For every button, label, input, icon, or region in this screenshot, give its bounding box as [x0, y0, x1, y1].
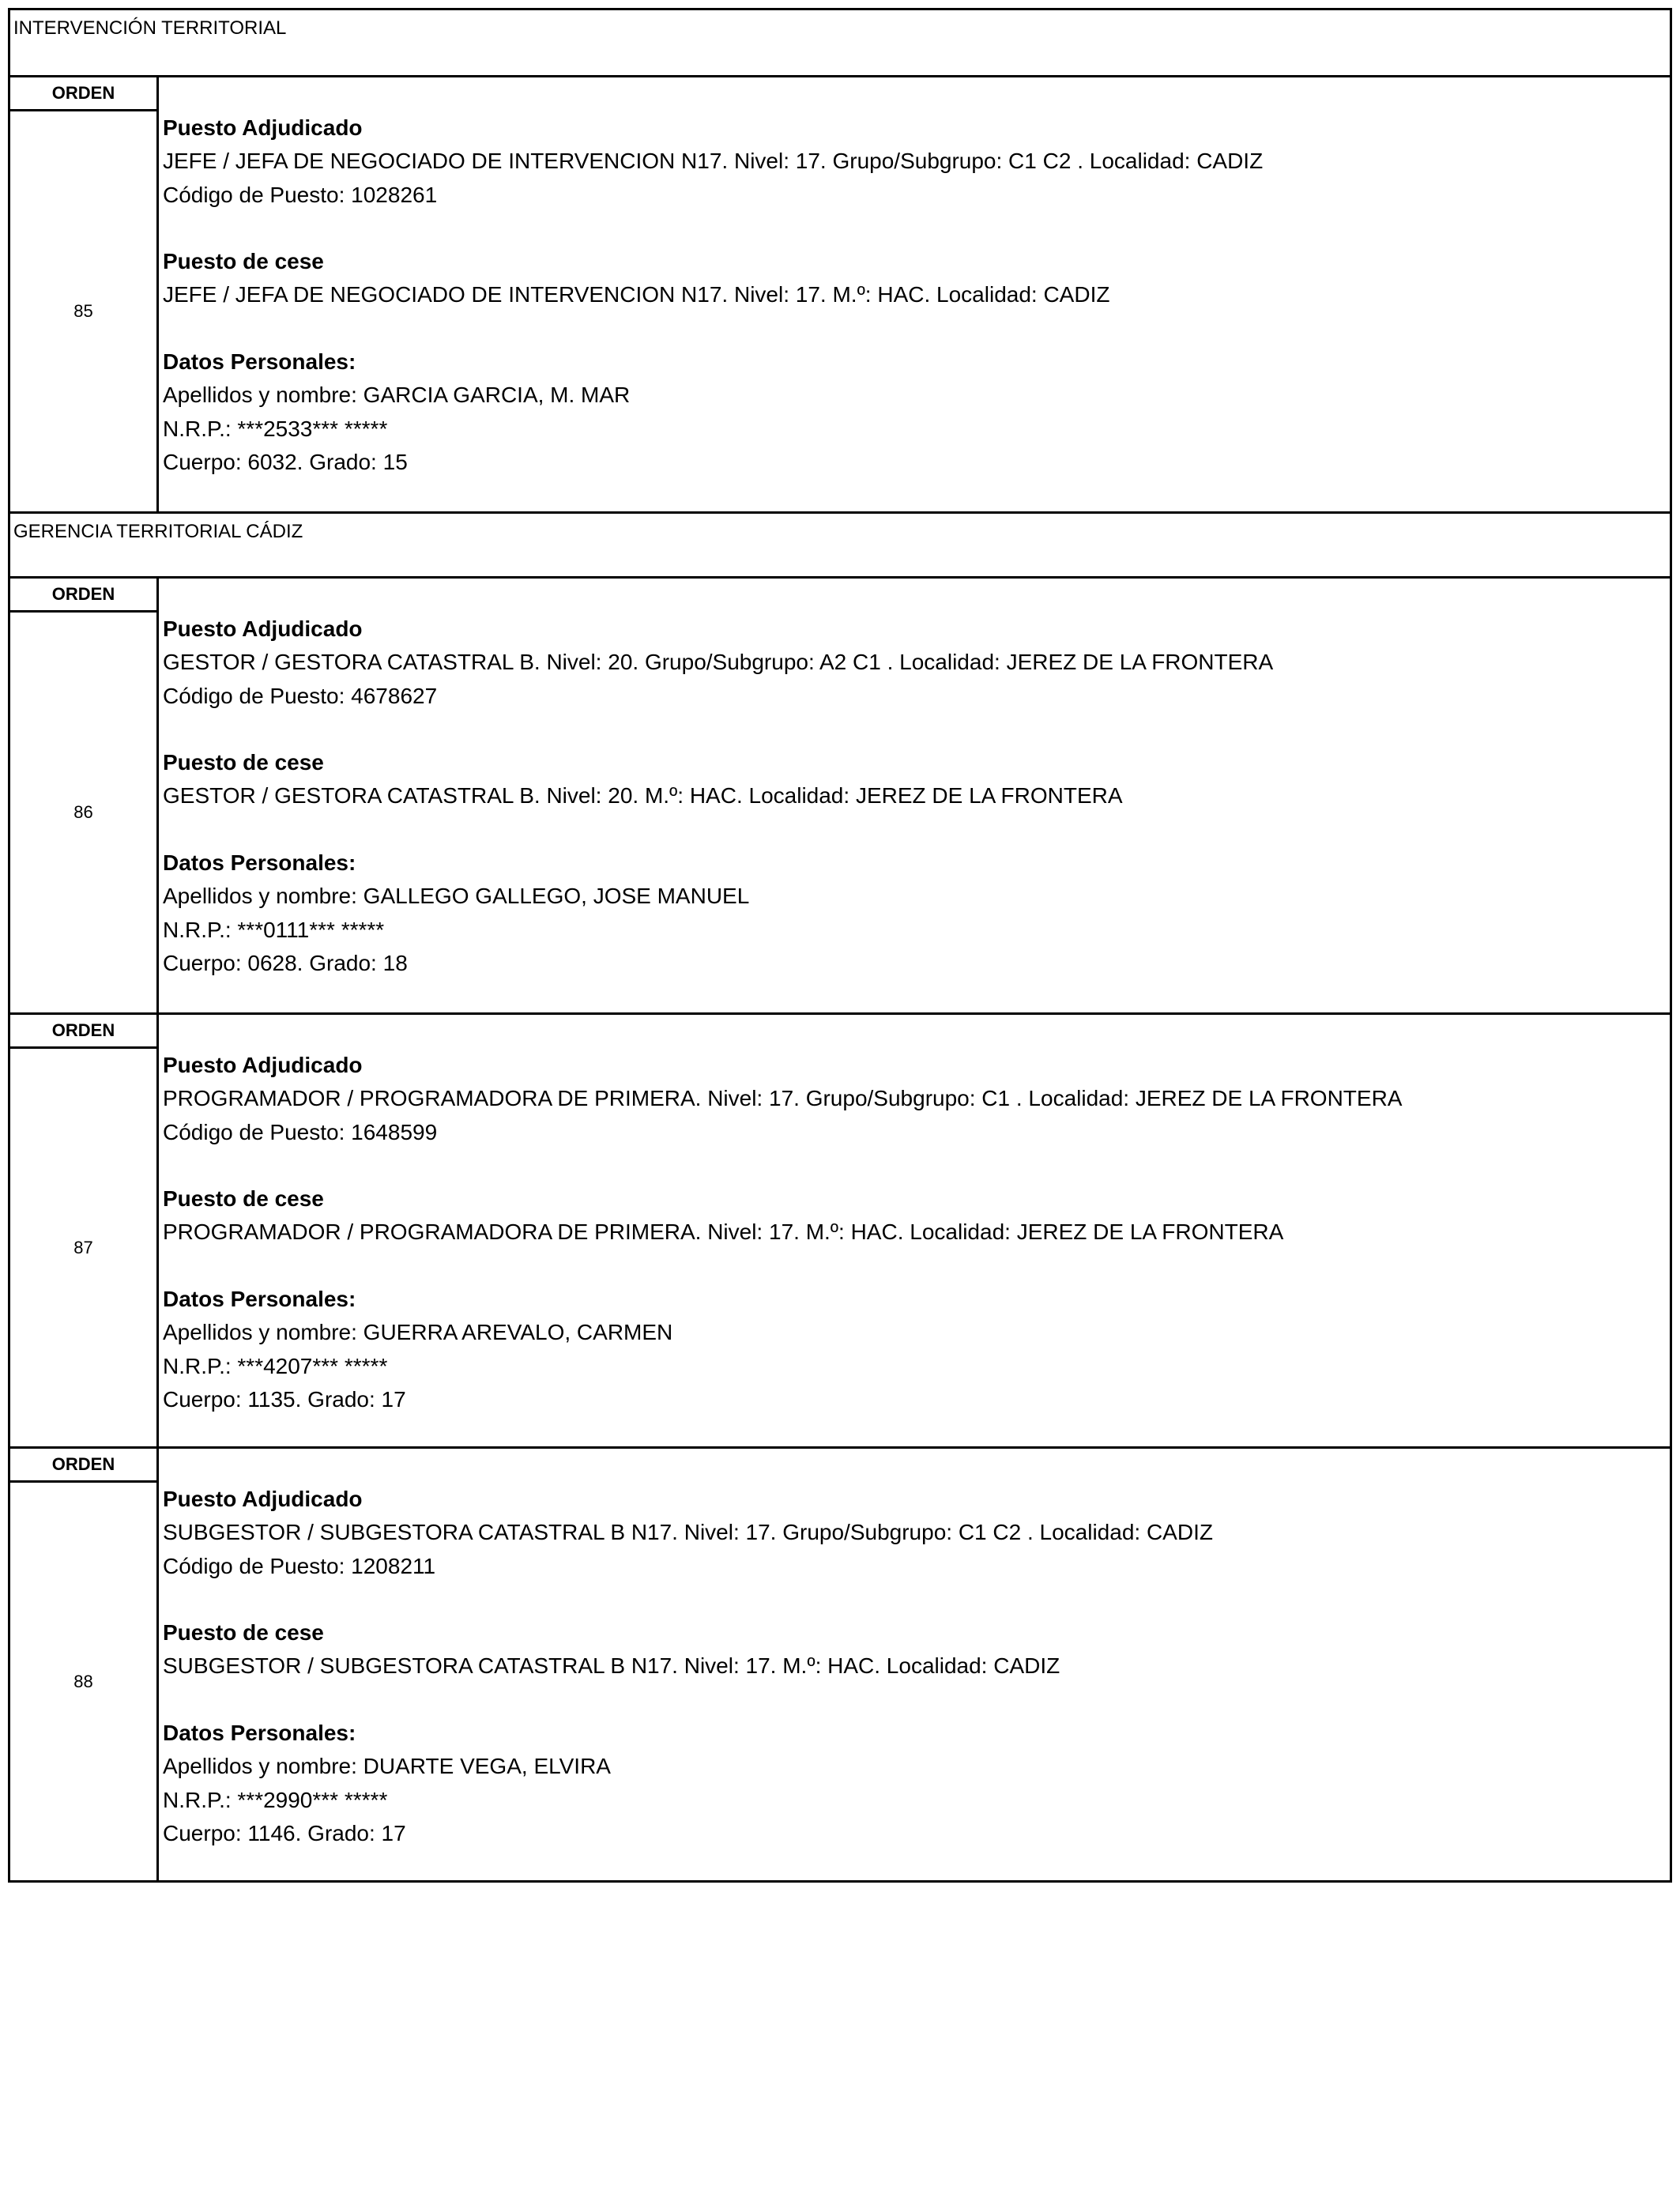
spacer	[163, 713, 1670, 746]
spacer	[163, 312, 1670, 345]
nrp: N.R.P.: ***2990*** *****	[163, 1787, 388, 1812]
entry-row	[10, 579, 1670, 1012]
orden-label: ORDEN	[10, 1449, 156, 1483]
entry-row	[10, 1446, 1670, 1880]
orden-column	[10, 77, 159, 511]
cese-heading: Puesto de cese	[163, 1186, 324, 1212]
datos-heading: Datos Personales:	[163, 850, 356, 876]
cuerpo-grado: Cuerpo: 6032. Grado: 15	[163, 449, 408, 474]
entry-content	[159, 1449, 1670, 1880]
entry-row	[10, 1012, 1670, 1446]
section-header-gerencia: GERENCIA TERRITORIAL CÁDIZ	[10, 511, 1670, 579]
section-header-intervencion: INTERVENCIÓN TERRITORIAL	[10, 10, 1670, 77]
cuerpo-grado: Cuerpo: 1135. Grado: 17	[163, 1386, 406, 1412]
adjudicado-description: SUBGESTOR / SUBGESTORA CATASTRAL B N17. Nivel: 17. Grupo/Subgrupo: C1 C2 . Localidad: CADIZ	[163, 1520, 1213, 1545]
datos-heading: Datos Personales:	[163, 1721, 356, 1746]
orden-label: ORDEN	[10, 77, 156, 111]
codigo-puesto: Código de Puesto: 1208211	[163, 1553, 436, 1578]
cese-description: PROGRAMADOR / PROGRAMADORA DE PRIMERA. Nivel: 17. M.º: HAC. Localidad: JEREZ DE LA FRONTERA	[163, 1220, 1284, 1245]
apellidos-nombre: Apellidos y nombre: DUARTE VEGA, ELVIRA	[163, 1754, 611, 1779]
cuerpo-grado: Cuerpo: 0628. Grado: 18	[163, 950, 408, 975]
nrp: N.R.P.: ***0111*** *****	[163, 917, 385, 942]
entry-content	[159, 579, 1670, 1012]
cese-heading: Puesto de cese	[163, 249, 324, 274]
cese-description: JEFE / JEFA DE NEGOCIADO DE INTERVENCION N17. Nivel: 17. M.º: HAC. Localidad: CADIZ	[163, 282, 1110, 307]
codigo-puesto: Código de Puesto: 4678627	[163, 683, 438, 708]
adjudicado-description: GESTOR / GESTORA CATASTRAL B. Nivel: 20. Grupo/Subgrupo: A2 C1 . Localidad: JEREZ DE LA FRONTERA	[163, 650, 1274, 675]
spacer	[163, 813, 1670, 846]
cese-description: GESTOR / GESTORA CATASTRAL B. Nivel: 20. M.º: HAC. Localidad: JEREZ DE LA FRONTERA	[163, 783, 1123, 809]
orden-number: 85	[73, 301, 93, 321]
cese-heading: Puesto de cese	[163, 750, 324, 775]
cese-heading: Puesto de cese	[163, 1620, 324, 1646]
codigo-puesto: Código de Puesto: 1648599	[163, 1119, 438, 1144]
spacer	[163, 1149, 1670, 1182]
entry-content	[159, 77, 1670, 511]
entry-row	[10, 77, 1670, 511]
orden-number: 86	[73, 802, 93, 822]
cese-description: SUBGESTOR / SUBGESTORA CATASTRAL B N17. Nivel: 17. M.º: HAC. Localidad: CADIZ	[163, 1653, 1060, 1679]
apellidos-nombre: Apellidos y nombre: GARCIA GARCIA, M. MAR	[163, 383, 631, 408]
entry-content	[159, 1015, 1670, 1446]
spacer	[163, 1583, 1670, 1616]
apellidos-nombre: Apellidos y nombre: GUERRA AREVALO, CARMEN	[163, 1320, 673, 1345]
adjudicado-heading: Puesto Adjudicado	[163, 1053, 363, 1077]
datos-heading: Datos Personales:	[163, 349, 356, 375]
spacer	[163, 212, 1670, 245]
orden-column	[10, 579, 159, 1012]
orden-number: 87	[73, 1237, 93, 1257]
spacer	[163, 1683, 1670, 1717]
datos-heading: Datos Personales:	[163, 1287, 356, 1312]
nrp: N.R.P.: ***2533*** *****	[163, 416, 388, 441]
orden-column	[10, 1449, 159, 1880]
nrp: N.R.P.: ***4207*** *****	[163, 1353, 388, 1378]
adjudicado-description: JEFE / JEFA DE NEGOCIADO DE INTERVENCION N17. Nivel: 17. Grupo/Subgrupo: C1 C2 . Localidad: CADIZ	[163, 149, 1264, 174]
adjudicado-heading: Puesto Adjudicado	[163, 616, 363, 641]
apellidos-nombre: Apellidos y nombre: GALLEGO GALLEGO, JOSE MANUEL	[163, 884, 750, 909]
document-table	[8, 8, 1672, 1883]
orden-label: ORDEN	[10, 579, 156, 613]
cuerpo-grado: Cuerpo: 1146. Grado: 17	[163, 1820, 406, 1845]
orden-label: ORDEN	[10, 1015, 156, 1049]
orden-column	[10, 1015, 159, 1446]
codigo-puesto: Código de Puesto: 1028261	[163, 182, 438, 207]
spacer	[163, 1250, 1670, 1283]
orden-number: 88	[73, 1671, 93, 1691]
adjudicado-heading: Puesto Adjudicado	[163, 115, 363, 140]
adjudicado-heading: Puesto Adjudicado	[163, 1487, 363, 1511]
adjudicado-description: PROGRAMADOR / PROGRAMADORA DE PRIMERA. Nivel: 17. Grupo/Subgrupo: C1 . Localidad: JEREZ DE LA FRONTERA	[163, 1086, 1403, 1111]
